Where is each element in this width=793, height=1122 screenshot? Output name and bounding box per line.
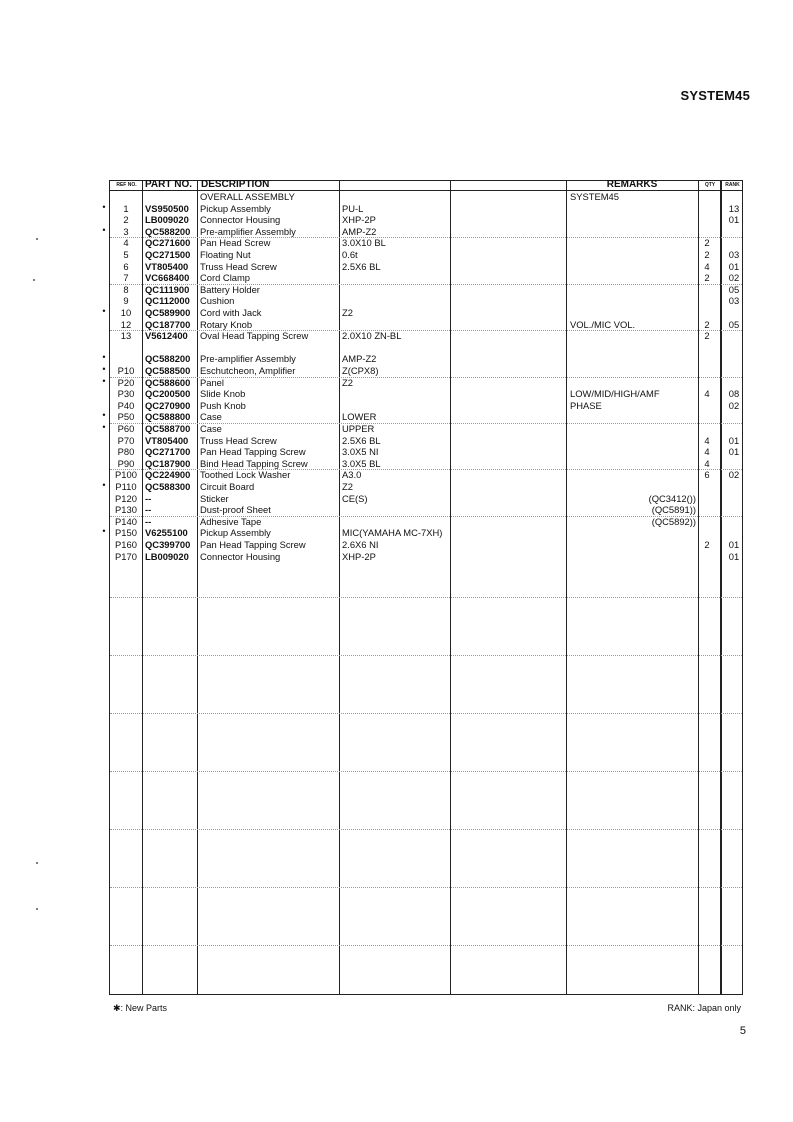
remarks-cell: SYSTEM45 [570, 191, 619, 202]
description-cell: Pan Head Tapping Screw [200, 539, 306, 550]
part-no-cell: QC588700 [145, 423, 191, 434]
spec-cell: 3.0X5 BL [342, 457, 381, 469]
description-cell: Slide Knob [200, 388, 246, 400]
spec-cell: Z2 [342, 376, 353, 388]
part-no-cell: V6255100 [145, 527, 188, 539]
qty-cell: 6 [704, 469, 710, 481]
qty-cell: 2 [704, 249, 710, 260]
part-no-cell: QC200500 [145, 388, 191, 400]
spec-cell: Z(CPX8) [342, 365, 379, 376]
table-row [110, 249, 742, 261]
row-guide-line [110, 597, 742, 598]
rank-cell: 01 [728, 550, 740, 562]
table-row [110, 423, 742, 435]
row-guide-line [110, 469, 742, 470]
part-no-cell: -- [145, 515, 152, 527]
spec-cell: CE(S) [342, 492, 368, 504]
ref-no-cell: P60 [117, 423, 135, 434]
description-cell: Sticker [200, 492, 229, 504]
ref-no-cell: 4 [123, 237, 129, 249]
scan-speck [36, 908, 38, 910]
ref-no-cell: P70 [117, 434, 135, 446]
part-no-cell: QC271700 [145, 446, 191, 458]
ref-no-cell: 13 [120, 330, 132, 342]
row-guide-line [110, 887, 742, 888]
ref-no-cell: 6 [123, 260, 129, 272]
table-row [110, 493, 742, 505]
ref-no-cell: P120 [115, 492, 137, 504]
row-guide-line [110, 423, 742, 424]
table-row [110, 307, 742, 319]
rank-note: RANK: Japan only [667, 1003, 741, 1013]
ref-no-cell: P140 [115, 515, 137, 527]
part-no-cell: -- [145, 504, 152, 516]
rank-cell: 01 [728, 446, 740, 458]
part-no-cell: QC588200 [145, 225, 191, 237]
spec-cell: UPPER [342, 423, 375, 434]
remarks-cell: (QC3412()) [648, 492, 696, 504]
spec-cell: PU-L [342, 202, 364, 214]
part-no-cell: QC399700 [145, 539, 191, 550]
description-cell: Pan Head Tapping Screw [200, 446, 306, 458]
description-cell: Connector Housing [200, 214, 281, 226]
new-parts-note: ✱: New Parts [113, 1003, 168, 1013]
ref-no-cell: P90 [117, 457, 135, 469]
description-cell: Cord Clamp [200, 272, 251, 284]
description-cell: Rotary Knob [200, 318, 253, 330]
description-cell: Panel [200, 376, 224, 388]
table-row [110, 226, 742, 238]
table-row [110, 191, 742, 203]
spec-cell: XHP-2P [342, 214, 376, 226]
ref-no-cell: 9 [123, 295, 129, 307]
part-no-cell: LB009020 [145, 214, 189, 226]
new-part-marker: • [102, 375, 106, 386]
scan-speck [36, 862, 38, 864]
spec-cell: 2.5X6 BL [342, 260, 381, 272]
part-no-cell: QC588600 [145, 376, 191, 388]
ref-no-cell: P150 [115, 527, 137, 539]
part-no-cell: QC187900 [145, 457, 191, 469]
part-no-cell: QC112000 [145, 295, 190, 307]
new-part-marker: • [102, 224, 106, 235]
rank-cell: 03 [728, 295, 740, 307]
part-no-cell: QC588200 [145, 353, 191, 365]
part-no-cell: QC271600 [145, 237, 191, 249]
qty-cell: 2 [704, 539, 710, 550]
row-guide-line [110, 377, 742, 378]
ref-no-cell: 3 [123, 225, 129, 237]
qty-cell: 4 [704, 388, 710, 400]
table-row [110, 365, 742, 377]
description-cell: Oval Head Tapping Screw [200, 330, 309, 342]
table-row [110, 435, 742, 447]
rank-cell: 02 [728, 272, 740, 284]
description-cell: Dust-proof Sheet [200, 504, 271, 516]
scan-speck [33, 279, 35, 281]
part-no-cell: VS950500 [145, 202, 189, 214]
description-cell: Pre-amplifier Assembly [200, 225, 296, 237]
description-cell: Pickup Assembly [200, 527, 271, 539]
ref-no-cell: P50 [117, 411, 135, 423]
description-cell: Pre-amplifier Assembly [200, 353, 296, 365]
part-no-cell: V5612400 [145, 330, 188, 342]
part-no-cell: VT805400 [145, 260, 189, 272]
spec-cell: 0.6t [342, 249, 358, 260]
description-cell: Cushion [200, 295, 235, 307]
part-no-cell: QC224900 [145, 469, 191, 481]
qty-cell: 4 [704, 260, 710, 272]
new-part-marker: • [102, 201, 106, 212]
table-row [110, 527, 742, 539]
ref-no-cell: 12 [120, 318, 132, 330]
spec-cell: Z2 [342, 481, 353, 492]
row-guide-line [110, 284, 742, 285]
ref-no-cell: P10 [117, 365, 135, 376]
description-cell: Truss Head Screw [200, 260, 277, 272]
table-row [110, 342, 742, 354]
table-row [110, 237, 742, 249]
remarks-cell: (QC5892)) [651, 515, 696, 527]
new-part-marker: • [102, 352, 106, 363]
new-part-marker: • [102, 526, 106, 537]
qty-cell: 2 [704, 330, 710, 342]
remarks-cell: PHASE [570, 399, 602, 411]
remarks-cell: (QC5891)) [651, 504, 696, 516]
header-ref-no: REF NO. [116, 182, 137, 188]
row-guide-line [110, 237, 742, 238]
spec-cell: XHP-2P [342, 550, 376, 562]
row-guide-line [110, 713, 742, 714]
rank-cell: 01 [728, 260, 740, 272]
description-cell: Push Knob [200, 399, 246, 411]
row-guide-line [110, 771, 742, 772]
table-row [110, 539, 742, 551]
rank-cell: 01 [728, 539, 740, 550]
spec-cell: AMP-Z2 [342, 225, 377, 237]
page-number: 5 [739, 1025, 746, 1037]
qty-cell: 2 [704, 318, 710, 330]
remarks-cell: VOL./MIC VOL. [570, 318, 636, 330]
ref-no-cell: P100 [115, 469, 137, 481]
description-cell: Floating Nut [200, 249, 251, 260]
qty-cell: 2 [704, 272, 710, 284]
qty-cell: 4 [704, 434, 710, 446]
part-no-cell: QC271500 [145, 249, 191, 260]
rank-cell: 01 [728, 214, 740, 226]
ref-no-cell: 5 [123, 249, 129, 260]
part-no-cell: QC187700 [145, 318, 191, 330]
new-part-marker: • [102, 422, 106, 432]
table-row [110, 481, 742, 493]
ref-no-cell: 10 [120, 307, 132, 318]
description-cell: Pickup Assembly [200, 202, 271, 214]
row-guide-line [110, 516, 742, 517]
rank-cell: 03 [728, 249, 740, 260]
description-cell: Toothed Lock Washer [200, 469, 291, 481]
header-description: DESCRIPTION [201, 179, 270, 190]
row-guide-line [110, 945, 742, 946]
rank-cell: 02 [728, 399, 740, 411]
remarks-cell: LOW/MID/HIGH/AMF [570, 388, 660, 400]
qty-cell: 2 [704, 237, 710, 249]
ref-no-cell: P110 [115, 481, 137, 492]
ref-no-cell: P40 [117, 399, 135, 411]
description-cell: Cord with Jack [200, 307, 262, 318]
qty-cell: 4 [704, 446, 710, 458]
new-part-marker: • [102, 480, 106, 490]
spec-cell: 3.0X5 NI [342, 446, 379, 458]
row-guide-line [110, 829, 742, 830]
qty-cell: 4 [704, 457, 710, 469]
header-qty: QTY [704, 182, 716, 188]
table-row [110, 469, 742, 481]
row-guide-line [110, 330, 742, 331]
description-cell: Pan Head Screw [200, 237, 271, 249]
table-row [110, 295, 742, 307]
new-part-marker: • [102, 364, 106, 374]
new-part-marker: • [102, 306, 106, 316]
description-cell: Truss Head Screw [200, 434, 277, 446]
spec-cell: 2.6X6 NI [342, 539, 379, 550]
table-row [110, 411, 742, 423]
table-row [110, 400, 742, 412]
part-no-cell: QC270900 [145, 399, 191, 411]
part-no-cell: QC588800 [145, 411, 191, 423]
parts-list-table [109, 180, 743, 995]
table-row [110, 388, 742, 400]
table-row [110, 551, 742, 563]
spec-cell: MIC(YAMAHA MC-7XH) [342, 527, 443, 539]
ref-no-cell: P30 [117, 388, 135, 400]
part-no-cell: -- [145, 492, 152, 504]
header-remarks: REMARKS [606, 179, 658, 190]
ref-no-cell: P130 [115, 504, 137, 516]
new-part-marker: • [102, 410, 106, 421]
table-row [110, 203, 742, 215]
row-guide-line [110, 655, 742, 656]
table-row [110, 377, 742, 389]
rank-cell: 05 [728, 283, 740, 295]
rank-cell: 13 [728, 202, 740, 214]
spec-cell: 2.0X10 ZN-BL [342, 330, 402, 342]
description-cell: Connector Housing [200, 550, 281, 562]
table-row [110, 330, 742, 342]
description-cell: OVERALL ASSEMBLY [200, 191, 295, 202]
table-row [110, 504, 742, 516]
ref-no-cell: P20 [117, 376, 135, 388]
spec-cell: 3.0X10 BL [342, 237, 386, 249]
document-title: SYSTEM45 [680, 88, 750, 103]
description-cell: Battery Holder [200, 283, 260, 295]
spec-cell: Z2 [342, 307, 353, 318]
table-row [110, 353, 742, 365]
part-no-cell: QC111900 [145, 283, 190, 295]
rank-cell: 08 [728, 388, 740, 400]
spec-cell: A3.0 [342, 469, 362, 481]
rank-cell: 05 [728, 318, 740, 330]
table-row [110, 516, 742, 528]
table-row [110, 272, 742, 284]
ref-no-cell: 7 [123, 272, 129, 284]
part-no-cell: LB009020 [145, 550, 189, 562]
spec-cell: LOWER [342, 411, 377, 423]
ref-no-cell: 1 [123, 202, 129, 214]
part-no-cell: QC588500 [145, 365, 191, 376]
description-cell: Bind Head Tapping Screw [200, 457, 308, 469]
table-row [110, 319, 742, 331]
description-cell: Case [200, 423, 222, 434]
part-no-cell: VC668400 [145, 272, 190, 284]
table-row [110, 261, 742, 273]
ref-no-cell: 2 [123, 214, 129, 226]
ref-no-cell: P170 [115, 550, 137, 562]
ref-no-cell: 8 [123, 283, 129, 295]
description-cell: Case [200, 411, 222, 423]
part-no-cell: VT805400 [145, 434, 189, 446]
rank-cell: 02 [728, 469, 740, 481]
header-rank: RANK [725, 182, 740, 188]
ref-no-cell: P80 [117, 446, 135, 458]
table-row [110, 284, 742, 296]
table-row [110, 458, 742, 470]
ref-no-cell: P160 [115, 539, 137, 550]
rank-cell: 01 [728, 434, 740, 446]
table-row [110, 214, 742, 226]
table-row [110, 446, 742, 458]
part-no-cell: QC589900 [145, 307, 191, 318]
part-no-cell: QC588300 [145, 481, 191, 492]
header-part-no: PART NO. [145, 179, 193, 190]
spec-cell: 2.5X6 BL [342, 434, 381, 446]
spec-cell: AMP-Z2 [342, 353, 377, 365]
description-cell: Eschutcheon, Amplifier [200, 365, 296, 376]
description-cell: Adhesive Tape [200, 515, 262, 527]
table-header [110, 181, 742, 191]
scan-speck [36, 238, 38, 240]
description-cell: Circuit Board [200, 481, 255, 492]
